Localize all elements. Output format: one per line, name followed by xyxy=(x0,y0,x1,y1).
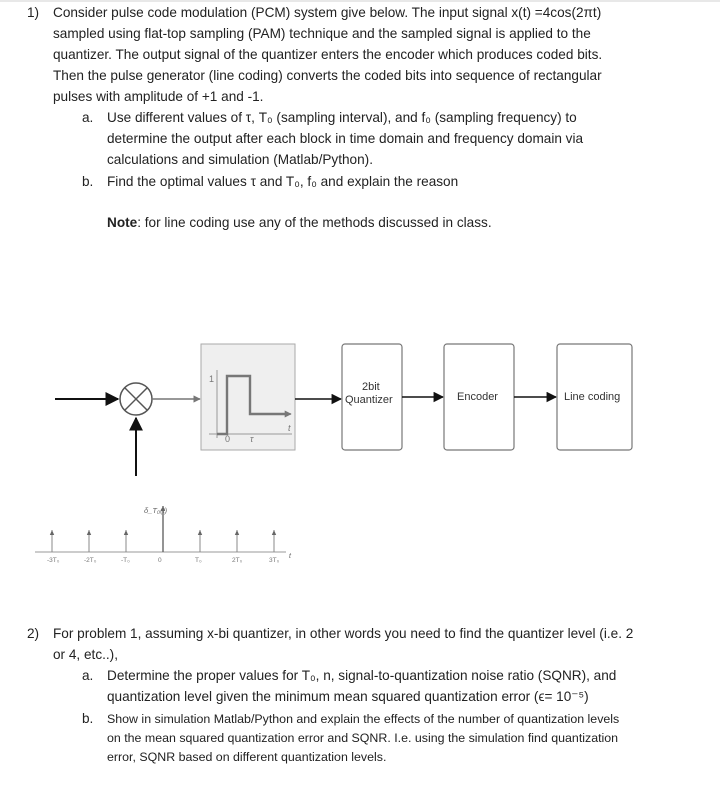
line-coding-label: Line coding xyxy=(564,391,621,403)
impulse-arrowhead-6 xyxy=(272,530,276,535)
q2a-line-1: Determine the proper values for T₀, n, signal-to-quantization noise ratio (SQNR), and xyxy=(107,668,617,683)
note-label: Note xyxy=(107,215,138,230)
q2b-line-1: Show in simulation Matlab/Python and explain the effects of the number of quantization levels xyxy=(107,712,620,726)
q1-line-1: Consider pulse code modulation (PCM) system give below. The input signal x(t) =4cos(2πt) xyxy=(53,5,602,20)
quantizer-label-1: 2bit xyxy=(362,381,380,393)
pulse-tau-label: τ xyxy=(250,434,254,444)
impulse-t-label: t xyxy=(289,553,291,560)
note xyxy=(107,213,492,234)
q2-line-2: or 4, etc..), xyxy=(53,647,118,662)
q2-line-1: For problem 1, assuming x-bi quantizer, in other words you need to find the quantizer level (i.e. 2 xyxy=(53,626,634,641)
q1a-line-1: Use different values of τ, T₀ (sampling interval), and f₀ (sampling frequency) to xyxy=(107,110,577,125)
q1b-line-1: Find the optimal values τ and T₀, f₀ and explain the reason xyxy=(107,174,459,189)
q1-number: 1) xyxy=(27,5,40,20)
q1-line-3: quantizer. The output signal of the quantizer enters the encoder which produces coded bits. xyxy=(53,47,603,62)
impulse-train xyxy=(35,506,292,564)
quantizer-label-2: Quantizer xyxy=(345,394,393,406)
note-text: : for line coding use any of the methods discussed in class. xyxy=(137,215,492,230)
line-coding-block xyxy=(557,344,632,450)
impulse-tick-label-3: 0 xyxy=(158,557,162,564)
impulse-arrowhead-0 xyxy=(50,530,54,535)
q2-number: 2) xyxy=(27,626,40,641)
impulse-arrowhead-5 xyxy=(235,530,239,535)
pulse-zero-label: 0 xyxy=(225,434,231,444)
pulse-t-label: t xyxy=(288,423,291,433)
q1-line-2: sampled using flat-top sampling (PAM) technique and the sampled signal is applied to the xyxy=(53,26,591,41)
quantizer-block xyxy=(342,344,402,450)
impulse-tick-label-4: T₀ xyxy=(195,557,202,564)
q2a-line-2: quantization level given the minimum mean squared quantization error (ϵ= 10⁻⁵) xyxy=(107,689,589,704)
q1-line-5: pulses with amplitude of +1 and -1. xyxy=(53,89,264,104)
impulse-tick-label-5: 2T₀ xyxy=(232,557,243,564)
impulse-tick-label-1: -2T₀ xyxy=(84,557,97,564)
pulse-one-label: 1 xyxy=(209,374,215,384)
impulse-arrowhead-4 xyxy=(198,530,202,535)
q1b-label: b. xyxy=(82,174,94,189)
top-border xyxy=(0,0,720,2)
q1a-line-3: calculations and simulation (Matlab/Python). xyxy=(107,152,373,167)
impulse-tick-label-2: -T₀ xyxy=(121,557,130,564)
encoder-label: Encoder xyxy=(457,391,498,403)
pcm-block-diagram xyxy=(0,318,720,590)
impulse-tick-label-0: -3T₀ xyxy=(47,557,60,564)
impulse-arrowhead-1 xyxy=(87,530,91,535)
q1a-line-2: determine the output after each block in time domain and frequency domain via xyxy=(107,131,584,146)
impulse-train-label: δ_T₀(t) xyxy=(144,506,168,515)
impulse-tick-label-6: 3T₀ xyxy=(269,557,280,564)
q2b-line-2: on the mean squared quantization error and SQNR. I.e. using the simulation find quantization xyxy=(107,731,619,745)
q2a-label: a. xyxy=(82,668,94,683)
encoder-block xyxy=(444,344,514,450)
pulse-shaping-block xyxy=(201,344,295,450)
q1-line-4: Then the pulse generator (line coding) converts the coded bits into sequence of rectangular xyxy=(53,68,602,83)
multiplier-icon xyxy=(120,383,152,415)
impulse-arrowhead-2 xyxy=(124,530,128,535)
q2b-line-3: error, SQNR based on different quantization levels. xyxy=(107,750,387,764)
q2b-label: b. xyxy=(82,711,94,726)
q1a-label: a. xyxy=(82,110,94,125)
